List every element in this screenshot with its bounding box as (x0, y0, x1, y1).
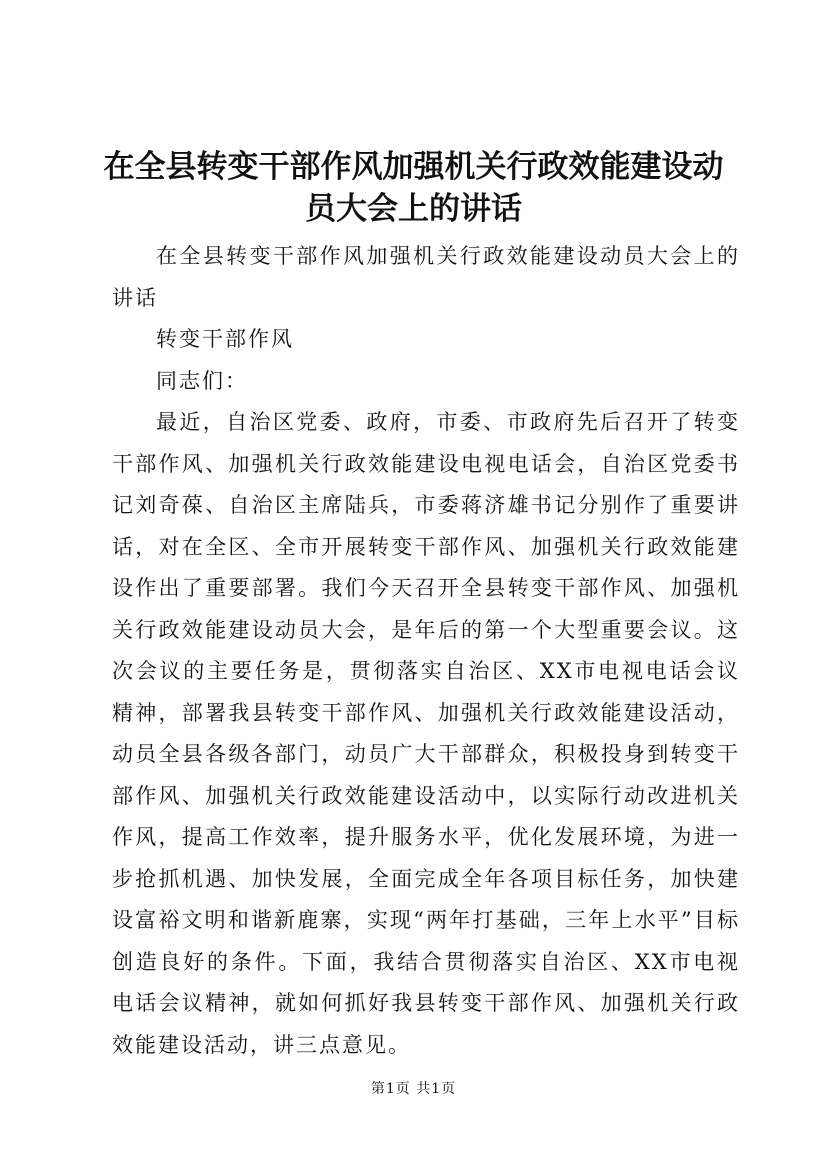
title-line-1: 在全县转变干部作风加强机关行政效能建设动 (103, 149, 724, 185)
document-body (112, 236, 740, 1066)
section-heading: 转变干部作风 (156, 327, 294, 351)
page-footer: 第1页 共1页 (370, 1081, 457, 1097)
salutation: 同志们： (156, 368, 248, 393)
title-line-2: 员大会上的讲话 (305, 191, 522, 227)
main-paragraph: 最近，自治区党委、政府，市委、市政府先后召开了转变干部作风、加强机关行政效能建设电视电话会，自治区党委书记刘奇葆、自治区主席陆兵，市委蒋济雄书记分别作了重要讲话，对在全区、全市开展转变干部作风、加强机关行政效能建设作出了重要部署。我们今天召开全县转变干部作风、加强机关行政效能建设动员大会，是年后的第一个大型重要会议。这次会议的主要任务是，贯彻落实自治区、XX市电视电话会议精神，部署我县转变干部作风、加强机关行政效能建设活动，动员全县各级各部门，动员广大干部群众，积极投身到转变干部作风、加强机关行政效能建设活动中，以实际行动改进机关作风，提高工作效率，提升服务水平，优化发展环境，为进一步抢抓机遇、加快发展，全面完成全年各项目标任务，加快建设富裕文明和谐新鹿寨，实现“两年打基础，三年上水平”目标创造良好的条件。下面，我结合贯彻落实自治区、XX市电视电话会议精神，就如何抓好我县转变干部作风、加强机关行政效能建设活动，讲三点意见。 (112, 410, 740, 1057)
subtitle-paragraph: 在全县转变干部作风加强机关行政效能建设动员大会上的讲话 (112, 244, 740, 310)
document-title (100, 146, 727, 230)
